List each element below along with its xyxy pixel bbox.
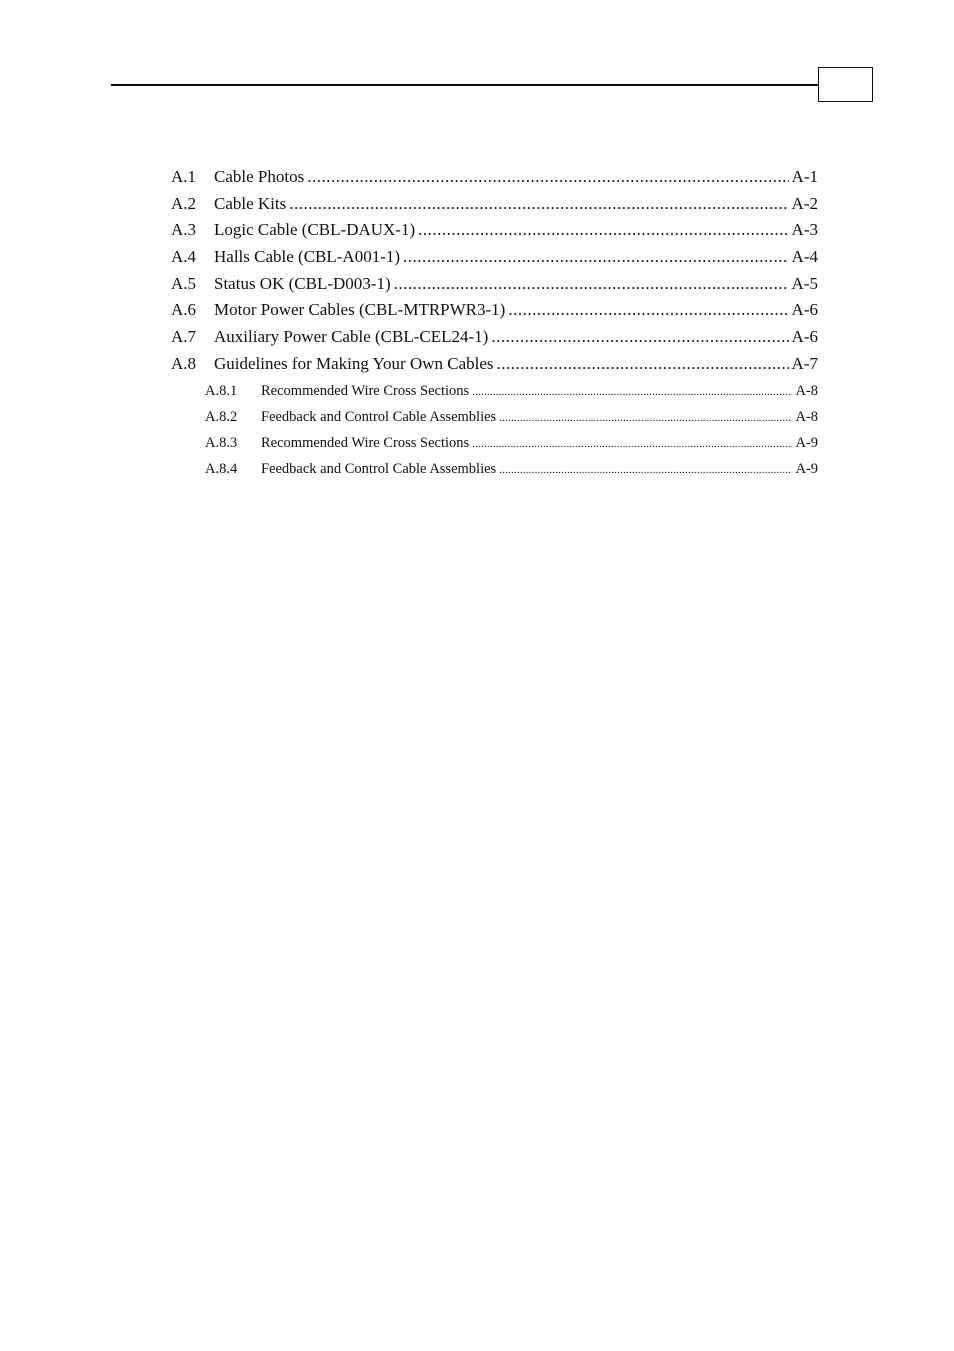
toc-entry-number: A.3 xyxy=(171,220,197,240)
toc-entry[interactable] xyxy=(171,271,818,298)
toc-entry-title: Recommended Wire Cross Sections xyxy=(261,382,470,399)
toc-entry-number: A.1 xyxy=(171,167,197,186)
toc-entry-page: A-6 xyxy=(791,300,818,320)
toc-entry[interactable] xyxy=(171,191,818,218)
toc-entry-page: A-3 xyxy=(791,220,818,240)
toc-entry-page: A-1 xyxy=(791,167,818,186)
toc-dot-leader xyxy=(472,430,792,457)
table-of-contents xyxy=(171,164,818,482)
toc-entry-title: Status OK (CBL-D003-1) xyxy=(214,273,391,293)
toc-entry-number: A.2 xyxy=(171,193,197,213)
toc-entry-title: Auxiliary Power Cable (CBL-CEL24-1) xyxy=(214,327,489,347)
toc-entry-number: A.6 xyxy=(171,300,197,320)
toc-dot-leader xyxy=(289,191,788,218)
toc-entry-title: Motor Power Cables (CBL-MTRPWR3-1) xyxy=(214,300,506,320)
toc-entry-page: A-2 xyxy=(791,193,818,213)
toc-dot-leader xyxy=(403,244,789,271)
toc-entry-number: A.4 xyxy=(171,247,197,267)
toc-entry-page: A-8 xyxy=(795,408,818,425)
toc-entry[interactable] xyxy=(171,324,818,351)
toc-entry-title: Recommended Wire Cross Sections xyxy=(261,434,470,451)
toc-subentry[interactable] xyxy=(171,404,818,430)
toc-entry-number: A.7 xyxy=(171,327,197,347)
toc-dot-leader xyxy=(508,297,788,324)
toc-entry-page: A-9 xyxy=(795,434,818,451)
toc-subentry[interactable] xyxy=(171,430,818,456)
toc-entry-title: Halls Cable (CBL-A001-1) xyxy=(214,247,401,267)
toc-entry[interactable] xyxy=(171,217,818,244)
toc-entry-title: Guidelines for Making Your Own Cables xyxy=(214,353,494,373)
toc-entry-page: A-4 xyxy=(791,247,818,267)
toc-entry-page: A-8 xyxy=(795,382,818,399)
toc-entry-title: Feedback and Control Cable Assemblies xyxy=(261,408,497,425)
toc-entry-title: Feedback and Control Cable Assemblies xyxy=(261,461,497,478)
toc-dot-leader xyxy=(491,324,788,351)
toc-entry[interactable] xyxy=(171,351,818,378)
toc-entry-number: A.8.2 xyxy=(205,408,238,425)
toc-entry-number: A.8.3 xyxy=(205,434,238,451)
toc-entry[interactable] xyxy=(171,164,818,191)
toc-entry-number: A.8.4 xyxy=(205,461,238,478)
toc-subentry[interactable] xyxy=(171,378,818,404)
toc-dot-leader xyxy=(307,164,788,191)
toc-entry-title: Cable Kits xyxy=(214,193,287,213)
toc-entry[interactable] xyxy=(171,297,818,324)
toc-entry-number: A.5 xyxy=(171,273,197,293)
toc-entry-title: Cable Photos xyxy=(214,167,305,186)
page-number-box xyxy=(818,67,873,102)
toc-entry[interactable] xyxy=(171,244,818,271)
header-rule xyxy=(111,84,819,86)
toc-dot-leader xyxy=(499,456,792,483)
toc-dot-leader xyxy=(497,351,789,378)
toc-dot-leader xyxy=(394,271,789,298)
toc-dot-leader xyxy=(472,378,792,405)
toc-entry-number: A.8 xyxy=(171,353,197,373)
toc-entry-page: A-9 xyxy=(795,461,818,478)
toc-entry-title: Logic Cable (CBL-DAUX-1) xyxy=(214,220,416,240)
toc-subentry[interactable] xyxy=(171,456,818,482)
toc-entry-page: A-6 xyxy=(791,327,818,347)
toc-dot-leader xyxy=(499,404,792,431)
toc-entry-page: A-7 xyxy=(791,353,818,373)
toc-entry-page: A-5 xyxy=(791,273,818,293)
toc-dot-leader xyxy=(418,217,788,244)
toc-entry-number: A.8.1 xyxy=(205,382,238,399)
